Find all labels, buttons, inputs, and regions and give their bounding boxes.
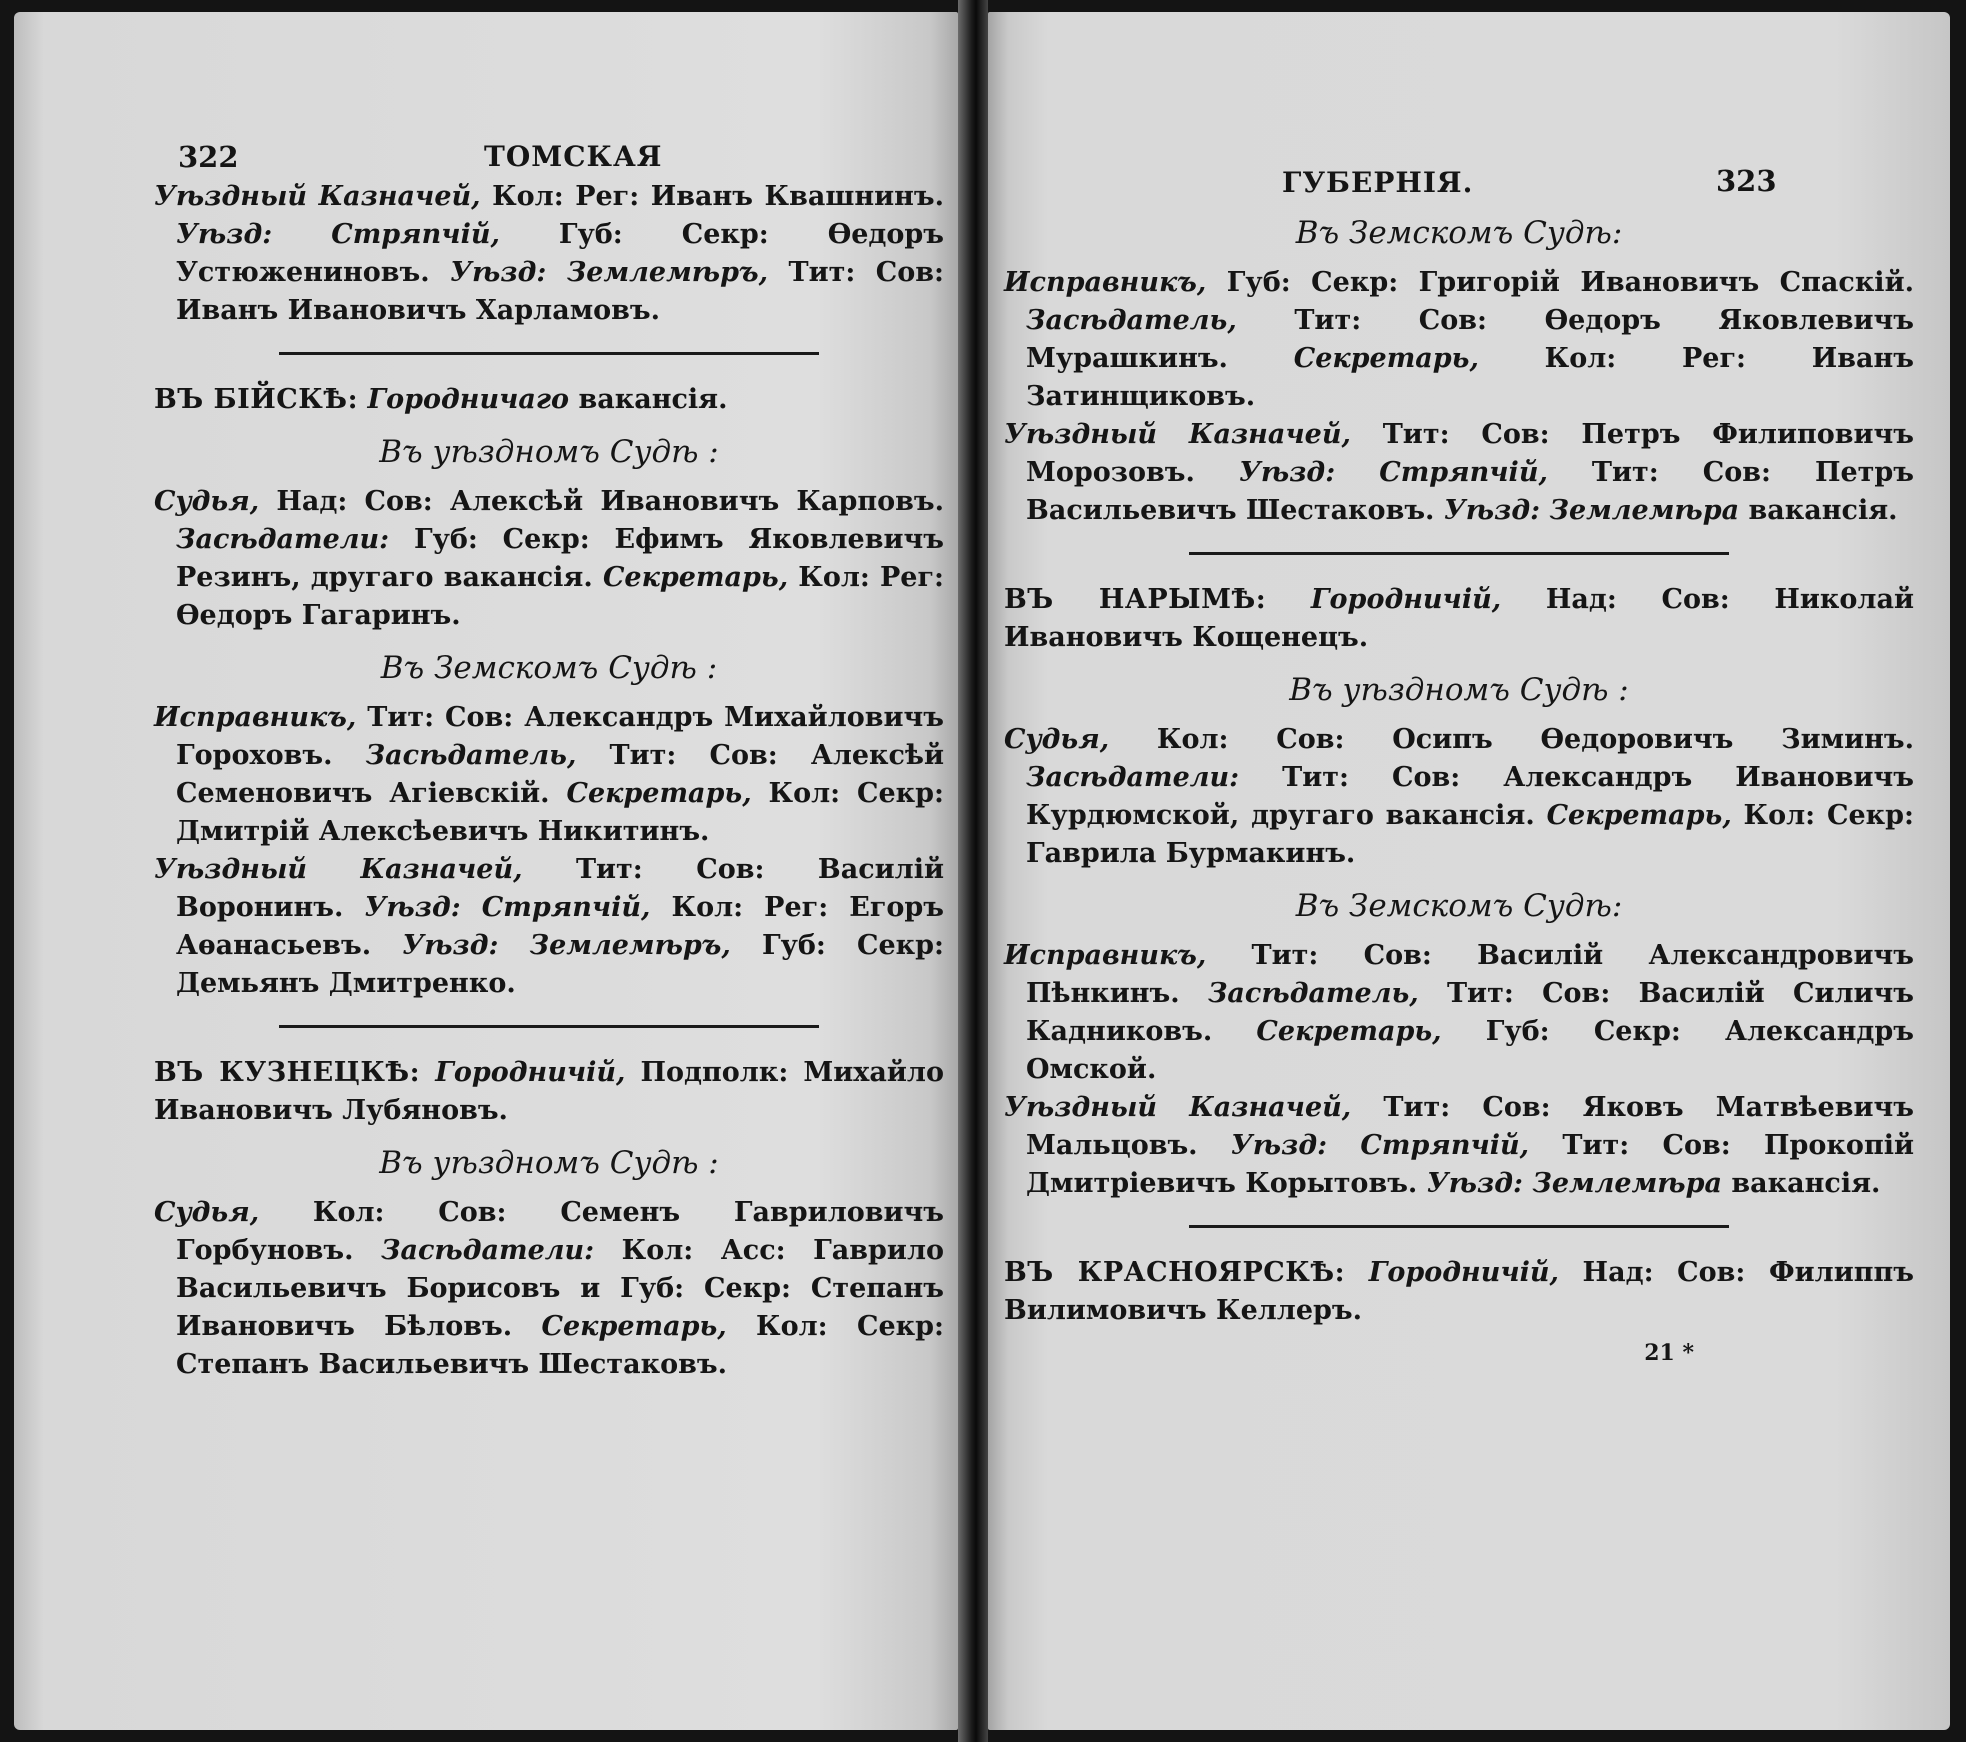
tomsk-zemsky-text-3: Кол: Рег: Иванъ Затинщиковъ. (1026, 343, 1914, 412)
intro-title-2: Уѣзд: Стряпчій, (176, 219, 500, 250)
section-divider (279, 1025, 819, 1028)
right-page-header (1004, 150, 1914, 200)
tomsk-treasury-title-2: Уѣзд: Стряпчій, (1238, 457, 1548, 488)
right-page (988, 12, 1950, 1730)
kuznetsk-city-line (154, 1054, 944, 1130)
left-running-head: ТОМСКАЯ (484, 140, 663, 173)
right-page-content (1004, 150, 1914, 1372)
biysk-text: вакансія. (569, 384, 728, 415)
right-running-head: ГУБЕРНІЯ. (1282, 166, 1474, 199)
narym-court-text-1: Кол: Сов: Осипъ Өедоровичъ Зиминъ. (1109, 724, 1914, 755)
biysk-treasury-entry (154, 851, 944, 1003)
biysk-city-line (154, 381, 944, 419)
biysk-treasury-title-1: Уѣздный Казначей, (154, 854, 523, 885)
krasnoyarsk-title: Городничій, (1345, 1257, 1559, 1288)
tomsk-zemsky-title-1: Исправникъ, (1004, 267, 1207, 298)
biysk-court-heading: Въ уѣздномъ Судѣ : (379, 434, 719, 470)
narym-zemsky-heading: Въ Земскомъ Судѣ: (1295, 888, 1623, 924)
biysk-zemsky-title-1: Исправникъ, (154, 702, 357, 733)
narym-court-text-2: Тит: Сов: Александръ Ивановичъ Курдюмской, другаго вакансія. (1026, 762, 1914, 831)
biysk-court-title-1: Судья, (154, 486, 260, 517)
biysk-treasury-title-3: Уѣзд: Землемѣръ, (402, 930, 731, 961)
intro-title-1: Уѣздный Казначей, (154, 181, 481, 212)
tomsk-treasury-title-1: Уѣздный Казначей, (1004, 419, 1351, 450)
kuznetsk-court-text-3: Кол: Секр: Степанъ Васильевичъ Шестаковъ. (176, 1311, 944, 1380)
tomsk-zemsky-title-3: Секретарь, (1293, 343, 1479, 374)
kuznetsk-court-title-3: Секретарь, (541, 1311, 727, 1342)
kuznetsk-court-text-1: Кол: Сов: Семенъ Гавриловичъ Горбуновъ. (176, 1197, 944, 1266)
narym-treasury-text-1: Тит: Сов: Яковъ Матвѣевичъ Мальцовъ. (1026, 1092, 1915, 1161)
narym-court-text-3: Кол: Секр: Гаврила Бурмакинъ. (1026, 800, 1914, 869)
biysk-zemsky-text-2: Тит: Сов: Алексѣй Семеновичъ Агіевскій. (176, 740, 944, 809)
biysk-zemsky-title-3: Секретарь, (566, 778, 752, 809)
biysk-court-text-2: Губ: Секр: Ефимъ Яковлевичъ Резинъ, другаго вакансія. (176, 524, 944, 593)
narym-court-entry (1004, 721, 1914, 873)
narym-zemsky-title-1: Исправникъ, (1004, 940, 1207, 971)
section-divider (279, 352, 819, 355)
biysk-city: ВЪ БІЙСКѢ: (154, 384, 359, 415)
kuznetsk-court-title-2: Засѣдатели: (381, 1235, 595, 1266)
kuznetsk-text: Подполк: Михайло Ивановичъ Лубяновъ. (154, 1057, 944, 1126)
krasnoyarsk-text: Над: Сов: Филиппъ Вилимовичъ Келлеръ. (1004, 1257, 1914, 1326)
tomsk-zemsky-heading: Въ Земскомъ Судѣ: (1295, 215, 1623, 251)
narym-city: ВЪ НАРЫМѢ: (1004, 584, 1267, 615)
biysk-court-text-3: Кол: Рег: Өедоръ Гагаринъ. (176, 562, 944, 631)
left-page (14, 12, 958, 1730)
left-page-header (154, 128, 944, 178)
biysk-zemsky-heading: Въ Земскомъ Судѣ : (380, 650, 718, 686)
biysk-treasury-text-2: Кол: Рег: Егоръ Аѳанасьевъ. (176, 892, 944, 961)
narym-zemsky-title-3: Секретарь, (1256, 1016, 1442, 1047)
narym-treasury-text-2: Тит: Сов: Прокопій Дмитріевичъ Корытовъ. (1026, 1130, 1914, 1199)
tomsk-zemsky-entry (1004, 264, 1914, 416)
narym-court-heading: Въ уѣздномъ Судѣ : (1289, 672, 1629, 708)
kuznetsk-court-heading: Въ уѣздномъ Судѣ : (379, 1145, 719, 1181)
kuznetsk-court-text-2: Кол: Асс: Гаврило Васильевичъ Борисовъ и Губ: Секр: Степанъ Ивановичъ Бѣловъ. (176, 1235, 944, 1342)
intro-title-3: Уѣзд: Землемѣръ, (450, 257, 769, 288)
intro-text-2: Губ: Секр: Өедоръ Устюжениновъ. (176, 219, 944, 288)
narym-treasury-text-3: вакансія. (1722, 1168, 1881, 1199)
biysk-zemsky-entry (154, 699, 944, 851)
tomsk-treasury-text-1: Тит: Сов: Петръ Филиповичъ Морозовъ. (1026, 419, 1915, 488)
tomsk-treasury-title-3: Уѣзд: Землемѣра (1443, 495, 1740, 526)
narym-treasury-entry (1004, 1089, 1914, 1203)
narym-title: Городничій, (1266, 584, 1502, 615)
biysk-court-entry (154, 483, 944, 635)
narym-zemsky-text-2: Тит: Сов: Василій Силичъ Кадниковъ. (1026, 978, 1915, 1047)
narym-zemsky-title-2: Засѣдатель, (1207, 978, 1419, 1009)
biysk-court-text-1: Над: Сов: Алексѣй Ивановичъ Карповъ. (259, 486, 944, 517)
tomsk-treasury-text-3: вакансія. (1739, 495, 1898, 526)
kuznetsk-title: Городничій, (420, 1057, 626, 1088)
krasnoyarsk-city: ВЪ КРАСНОЯРСКѢ: (1004, 1257, 1346, 1288)
book-gutter (958, 0, 988, 1742)
narym-court-title-2: Засѣдатели: (1026, 762, 1240, 793)
narym-treasury-title-2: Уѣзд: Стряпчій, (1230, 1130, 1530, 1161)
biysk-treasury-text-1: Тит: Сов: Василій Воронинъ. (176, 854, 945, 923)
narym-court-title-1: Судья, (1004, 724, 1110, 755)
biysk-title: Городничаго (358, 384, 570, 415)
tomsk-treasury-entry (1004, 416, 1914, 530)
left-page-content (154, 128, 944, 1384)
tomsk-zemsky-text-2: Тит: Сов: Өедоръ Яковлевичъ Мурашкинъ. (1026, 305, 1914, 374)
narym-zemsky-text-1: Тит: Сов: Василій Александровичъ Пѣнкинъ. (1026, 940, 1914, 1009)
tomsk-zemsky-text-1: Губ: Секр: Григорій Ивановичъ Спаскій. (1206, 267, 1914, 298)
krasnoyarsk-city-line (1004, 1254, 1914, 1330)
left-page-number: 322 (178, 140, 239, 174)
biysk-zemsky-text-1: Тит: Сов: Александръ Михайловичъ Гороховъ. (176, 702, 944, 771)
section-divider (1189, 1225, 1729, 1228)
right-page-number: 323 (1716, 164, 1777, 198)
intro-entry (154, 178, 944, 330)
printer-signature-mark: 21 * (1644, 1340, 1694, 1366)
narym-treasury-title-3: Уѣзд: Землемѣра (1426, 1168, 1722, 1199)
narym-zemsky-text-3: Губ: Секр: Александръ Омской. (1026, 1016, 1914, 1085)
narym-text: Над: Сов: Николай Ивановичъ Кощенецъ. (1004, 584, 1914, 653)
biysk-treasury-text-3: Губ: Секр: Демьянъ Дмитренко. (176, 930, 944, 999)
narym-zemsky-entry (1004, 937, 1914, 1089)
biysk-court-title-2: Засѣдатели: (176, 524, 390, 555)
biysk-zemsky-title-2: Засѣдатель, (365, 740, 577, 771)
narym-treasury-title-1: Уѣздный Казначей, (1004, 1092, 1352, 1123)
biysk-court-title-3: Секретарь, (602, 562, 789, 593)
kuznetsk-city: ВЪ КУЗНЕЦКѢ: (154, 1057, 421, 1088)
intro-text-3: Тит: Сов: Иванъ Ивановичъ Харламовъ. (176, 257, 945, 326)
section-divider (1189, 552, 1729, 555)
narym-court-title-3: Секретарь, (1546, 800, 1732, 831)
intro-text-1: Кол: Рег: Иванъ Квашнинъ. (480, 181, 944, 212)
kuznetsk-court-entry (154, 1194, 944, 1384)
narym-city-line (1004, 581, 1914, 657)
kuznetsk-court-title-1: Судья, (154, 1197, 260, 1228)
biysk-zemsky-text-3: Кол: Секр: Дмитрій Алексѣевичъ Никитинъ. (176, 778, 944, 847)
tomsk-zemsky-title-2: Засѣдатель, (1026, 305, 1237, 336)
tomsk-treasury-text-2: Тит: Сов: Петръ Васильевичъ Шестаковъ. (1026, 457, 1914, 526)
biysk-treasury-title-2: Уѣзд: Стряпчій, (364, 892, 651, 923)
